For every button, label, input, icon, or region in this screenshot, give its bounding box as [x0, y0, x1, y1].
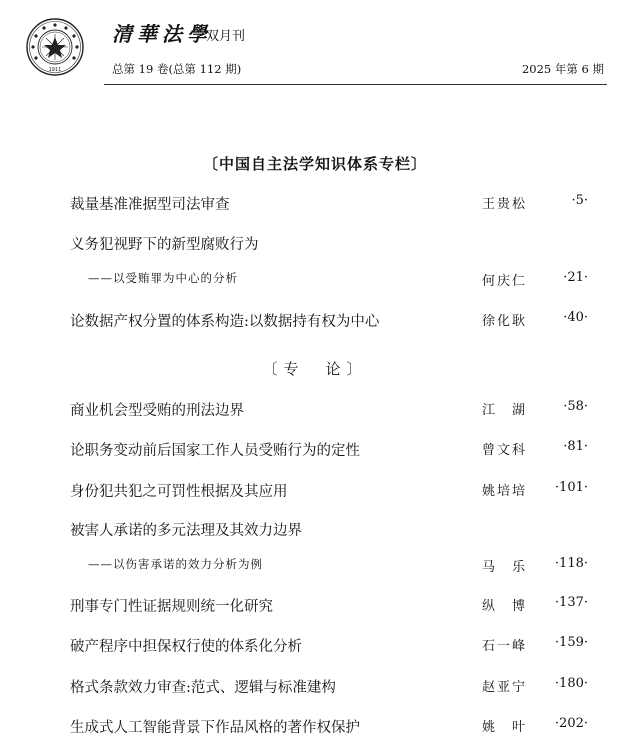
article-page: ·21·	[563, 270, 588, 285]
article-author: 纵 博	[482, 599, 528, 614]
article-page: ·81·	[563, 439, 588, 454]
article-title: 义务犯视野下的新型腐败行为	[70, 237, 259, 253]
article-title: 破产程序中担保权行使的体系化分析	[70, 639, 302, 655]
article-author: 赵亚宁	[482, 680, 528, 695]
article-subtitle: ——以受贿罪为中心的分析	[88, 271, 238, 285]
year-issue: 2025 年第 6 期	[521, 62, 604, 76]
article-title: 论数据产权分置的体系构造:以数据持有权为中心	[70, 314, 380, 330]
toc-entry[interactable]	[0, 399, 630, 421]
article-title: 刑事专门性证据规则统一化研究	[70, 599, 273, 615]
article-page: ·101·	[554, 480, 588, 495]
article-subtitle: ——以伤害承诺的效力分析为例	[88, 557, 263, 571]
article-author: 徐化耿	[482, 314, 528, 329]
toc-entry[interactable]	[0, 676, 630, 698]
toc-entry[interactable]	[0, 310, 630, 332]
article-page: ·159·	[554, 635, 588, 650]
article-author: 曾文科	[482, 443, 528, 458]
article-page: ·180·	[554, 676, 588, 691]
toc-entry[interactable]	[0, 635, 630, 657]
article-title: 论职务变动前后国家工作人员受贿行为的定性	[70, 443, 360, 459]
article-page: ·40·	[563, 310, 588, 325]
toc-entry-subtitle-row[interactable]	[0, 556, 630, 578]
toc-entry-subtitle-row[interactable]	[0, 270, 630, 292]
toc-entry[interactable]	[0, 233, 630, 255]
article-title: 商业机会型受贿的刑法边界	[70, 403, 244, 419]
toc-entry[interactable]	[0, 716, 630, 738]
journal-frequency: 双月刊	[206, 29, 246, 44]
article-title: 裁量基准准据型司法审查	[70, 197, 230, 213]
section-heading-column: 〔中国自主法学知识体系专栏〕	[202, 155, 427, 173]
toc-entry[interactable]	[0, 193, 630, 215]
article-author: 姚 叶	[482, 720, 528, 735]
article-title: 生成式人工智能背景下作品风格的著作权保护	[70, 720, 360, 736]
seal-year: 1911	[48, 67, 62, 73]
journal-title: 清華法學	[112, 22, 212, 46]
article-title: 被害人承诺的多元法理及其效力边界	[70, 523, 302, 539]
section-heading-monographs: 〔专 论〕	[262, 360, 368, 378]
article-page: ·58·	[563, 399, 588, 414]
toc-entry[interactable]	[0, 519, 630, 541]
toc-entry[interactable]	[0, 480, 630, 502]
article-author: 江 湖	[482, 403, 528, 418]
article-author: 石一峰	[482, 639, 528, 654]
article-page: ·202·	[554, 716, 588, 731]
article-title: 身份犯共犯之可罚性根据及其应用	[70, 484, 288, 500]
toc-entry[interactable]	[0, 595, 630, 617]
article-page: ·137·	[554, 595, 588, 610]
article-author: 姚培培	[482, 484, 528, 499]
article-title: 格式条款效力审查:范式、逻辑与标准建构	[70, 680, 336, 696]
article-author: 何庆仁	[482, 274, 528, 289]
toc-entry[interactable]	[0, 439, 630, 461]
article-author: 王贵松	[482, 197, 528, 212]
article-page: ·5·	[571, 193, 588, 208]
volume-info: 总第 19 卷(总第 112 期)	[112, 62, 242, 76]
article-page: ·118·	[554, 556, 588, 571]
article-author: 马 乐	[482, 560, 528, 575]
